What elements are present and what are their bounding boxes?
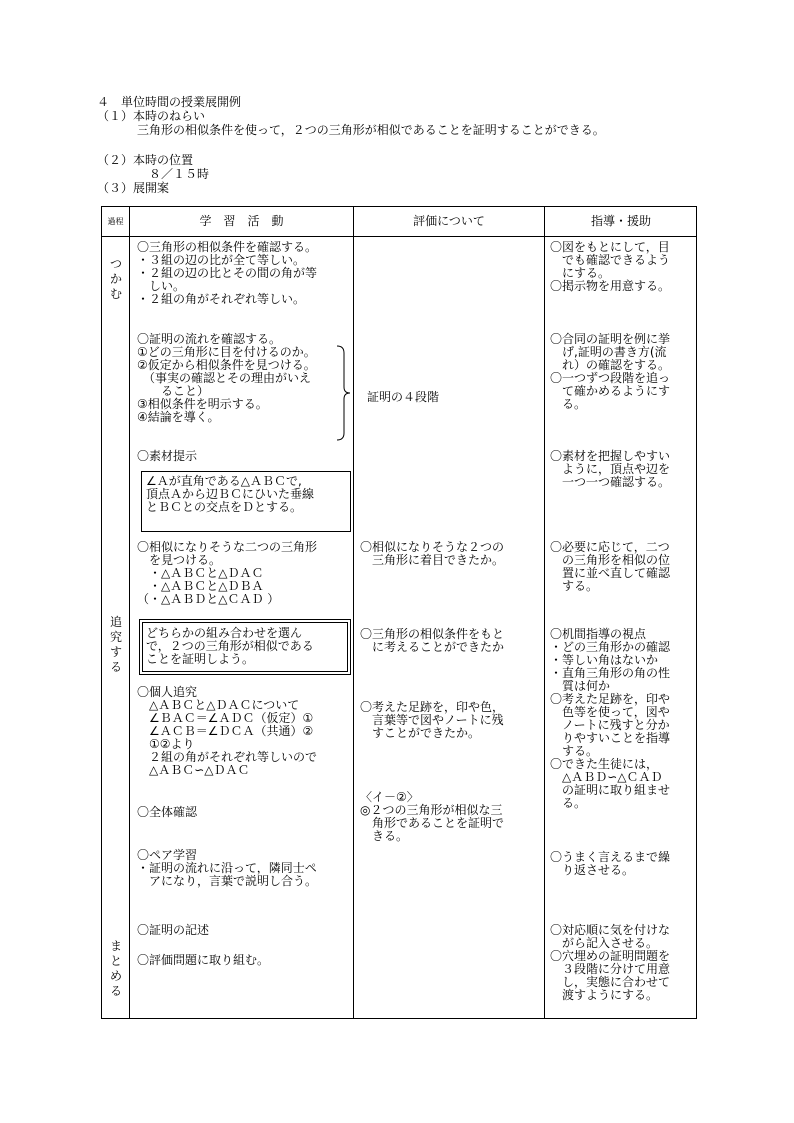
stage-char: 追 [109, 615, 122, 629]
eval-line: 角形であることを証明で [360, 816, 505, 830]
eval-line: 〇三角形の相似条件をもと [360, 627, 505, 641]
eval-four-steps [367, 391, 439, 404]
stage-char: め [109, 969, 122, 983]
task-text [146, 627, 314, 666]
activity-line: ・証明の流れに沿って，隣同士ペ [137, 861, 317, 875]
activity-line: 〇全体確認 [137, 805, 198, 819]
activity-line: ２組の角がそれぞれ等しいので [137, 750, 318, 764]
support-line: 質は何か [550, 679, 611, 693]
activity-line: ・２組の辺の比とその間の角が等 [137, 266, 318, 280]
material-text [146, 475, 314, 514]
material-line: 頂点Ａから辺ＢＣにひいた垂線 [146, 487, 315, 501]
support-line: 〇対応順に気を付けな [550, 923, 671, 937]
support-line: 〇できた生徒には， [550, 757, 659, 771]
support-line: でも確認できるよう [550, 253, 671, 267]
eval-line: 言葉等で図やノートに残 [360, 713, 504, 727]
support-circulation [550, 628, 670, 810]
activity-find-triangles [137, 541, 317, 606]
support-line: る。 [550, 796, 587, 810]
support-line: 〇図をもとにして，目 [550, 240, 670, 254]
header-support: 指導・援助 [590, 214, 651, 228]
support-line: りやすいことを指導 [550, 731, 671, 745]
support-line: ノートに残すと分か [550, 718, 670, 732]
activity-line: ②仮定から相似条件を見つける。 [137, 358, 316, 372]
stage-char: む [109, 287, 122, 301]
activity-line: ∠ＢＡＣ＝∠ＡＤＣ（仮定）① [137, 711, 314, 725]
support-congruence [550, 333, 670, 411]
support-line: がら記入させる。 [550, 936, 659, 950]
task-line: ことを証明しよう。 [146, 652, 255, 666]
activity-line: 〇証明の記述 [137, 923, 210, 937]
activity-line: ∠ＡＣＢ＝∠ＤＣＡ（共通）② [137, 724, 314, 738]
eval-line: 〈イ－②〉 [360, 790, 419, 804]
support-line: 〇掲示物を用意する。 [550, 279, 671, 293]
eval-line: ◎２つの三角形が相似な三 [360, 803, 503, 817]
support-line: 〇うまく言えるまで繰 [550, 850, 671, 864]
brace-icon [336, 345, 356, 441]
eval-traces [360, 701, 504, 740]
support-line: ・直角三角形の角の性 [550, 666, 671, 680]
aim-text: 三角形の相似条件を使って，２つの三角形が相似であることを証明することができる。 [137, 123, 605, 137]
support-line: 〇考えた足跡を，印や [550, 692, 671, 706]
task-box [139, 619, 351, 675]
activity-whole-check [137, 806, 197, 819]
aim-label: （１）本時のねらい [97, 109, 206, 123]
activity-line: （事実の確認とその理由がいえ [137, 371, 312, 385]
support-line: 色等を使って，図や [550, 705, 670, 719]
eval-criterion [360, 791, 504, 843]
activity-line: ①どの三角形に目を付けるのか。 [137, 345, 316, 359]
activity-line: 〇三角形の相似条件を確認する。 [137, 240, 318, 254]
activity-proof-flow [137, 333, 316, 424]
activity-material [137, 450, 197, 463]
eval-line: 〇考えた足跡を，印や色， [360, 700, 505, 714]
support-line: ３段階に分けて用意 [550, 962, 671, 976]
material-line: とＢＣとの交点をＤとする。 [146, 500, 303, 514]
activity-line: を見つける。 [137, 553, 222, 567]
material-line: ∠Ａが直角である△ＡＢＣで, [146, 474, 302, 488]
stage-grasp [102, 257, 130, 302]
support-line: れ）の確認をする。 [550, 358, 671, 372]
support-line: り返させる。 [550, 863, 635, 877]
eval-focus-triangles [360, 541, 504, 567]
eval-line: すことができたか。 [360, 726, 481, 740]
activity-line: ①②より [137, 737, 195, 751]
support-material [550, 450, 670, 489]
stage-summarize [102, 939, 130, 999]
header-stage: 過程 [107, 217, 124, 226]
activity-similarity-conditions [137, 241, 317, 306]
support-line: の証明に取り組ませ [550, 783, 671, 797]
eval-conditions [360, 628, 504, 654]
eval-line: きる。 [360, 829, 409, 843]
activity-line: ・２組の角がそれぞれ等しい。 [137, 292, 306, 306]
support-figure [550, 241, 670, 293]
activity-line: アになり，言葉で説明し合う。 [137, 874, 318, 888]
section-title: ４ 単位時間の授業展開例 [97, 95, 242, 109]
support-line: 〇素材を把握しやすい [550, 449, 671, 463]
eval-line: 〇相似になりそうな２つの [360, 540, 505, 554]
activity-line: 〇個人追究 [137, 685, 198, 699]
task-line: で，２つの三角形が相似である [146, 639, 314, 653]
stage-char: か [109, 272, 122, 286]
activity-line: 〇素材提示 [137, 449, 198, 463]
support-line: の三角形を相似の位 [550, 553, 671, 567]
support-line: 〇一つずつ段階を追っ [550, 371, 671, 385]
support-line: △ＡＢＤ∽△ＣＡＤ [550, 770, 663, 784]
support-line: 〇必要に応じて，二つ [550, 540, 670, 554]
support-rearrange [550, 541, 670, 593]
support-line: て確かめるようにす [550, 384, 671, 398]
header-evaluation: 評価について [413, 214, 485, 228]
activity-evaluation-problem [137, 954, 269, 967]
activity-line: △ＡＢＣと△ＤＡＣについて [137, 698, 300, 712]
activity-line: 〇証明の流れを確認する。 [137, 332, 282, 346]
support-line: し，実態に合わせて [550, 975, 671, 989]
support-line: 〇机間指導の視点 [550, 627, 647, 641]
activity-pair [137, 849, 317, 888]
stage-char: す [109, 645, 122, 659]
support-line: 一つ一つ確認する。 [550, 475, 671, 489]
support-line: する。 [550, 579, 599, 593]
support-line: する。 [550, 744, 599, 758]
activity-line: 〇評価問題に取り組む。 [137, 953, 270, 967]
activity-line: ・３組の辺の比が全て等しい。 [137, 253, 306, 267]
stage-pursue [102, 615, 130, 675]
activity-line: 〇相似になりそうな二つの三角形 [137, 540, 318, 554]
activity-line: ・△ＡＢＣと△ＤＡＣ [137, 566, 264, 580]
support-line: 置に並べ直して確認 [550, 566, 671, 580]
activity-line: しい。 [137, 279, 186, 293]
activity-line: △ＡＢＣ∽△ＤＡＣ [137, 763, 250, 777]
support-line: 〇合同の証明を例に挙 [550, 332, 671, 346]
eval-line: 証明の４段階 [367, 390, 440, 404]
eval-line: 三角形に着目できたか。 [360, 553, 505, 567]
activity-line: ③相似条件を明示する。 [137, 397, 268, 411]
stage-char: つ [109, 257, 122, 271]
support-line: 〇穴埋めの証明問題を [550, 949, 671, 963]
material-box [141, 471, 351, 532]
header-activities: 学 習 活 動 [199, 214, 284, 228]
stage-char: る [109, 984, 122, 998]
support-line: ・どの三角形かの確認 [550, 640, 671, 654]
activity-write-proof [137, 924, 209, 937]
stage-char: ま [109, 939, 122, 953]
lesson-plan-table [101, 206, 697, 1019]
activity-line: ④結論を導く。 [137, 410, 220, 424]
activity-line: 〇ペア学習 [137, 848, 198, 862]
support-line: ように，頂点や辺を [550, 462, 671, 476]
task-line: どちらかの組み合わせを選ん [146, 626, 303, 640]
position-text: ８／１５時 [149, 167, 210, 181]
activity-line: ・△ＡＢＣと△ＤＢＡ [137, 579, 264, 593]
support-line: る。 [550, 397, 587, 411]
activity-line: ること） [137, 384, 210, 398]
support-line: ・等しい角はないか [550, 653, 659, 667]
support-writing [550, 924, 670, 1002]
support-line: にする。 [550, 266, 611, 280]
activity-line: （・△ＡＢＤと△ＣＡＤ ） [137, 592, 280, 606]
plan-label: （３）展開案 [97, 181, 170, 195]
support-line: げ,証明の書き方(流 [550, 345, 667, 359]
stage-char: 究 [109, 630, 122, 644]
position-label: （２）本時の位置 [97, 153, 194, 167]
stage-char: る [109, 660, 122, 674]
support-repeat [550, 851, 670, 877]
eval-line: に考えることができたか [360, 640, 505, 654]
support-line: 渡すようにする。 [550, 988, 659, 1002]
stage-char: と [109, 954, 122, 968]
activity-individual [137, 686, 317, 777]
